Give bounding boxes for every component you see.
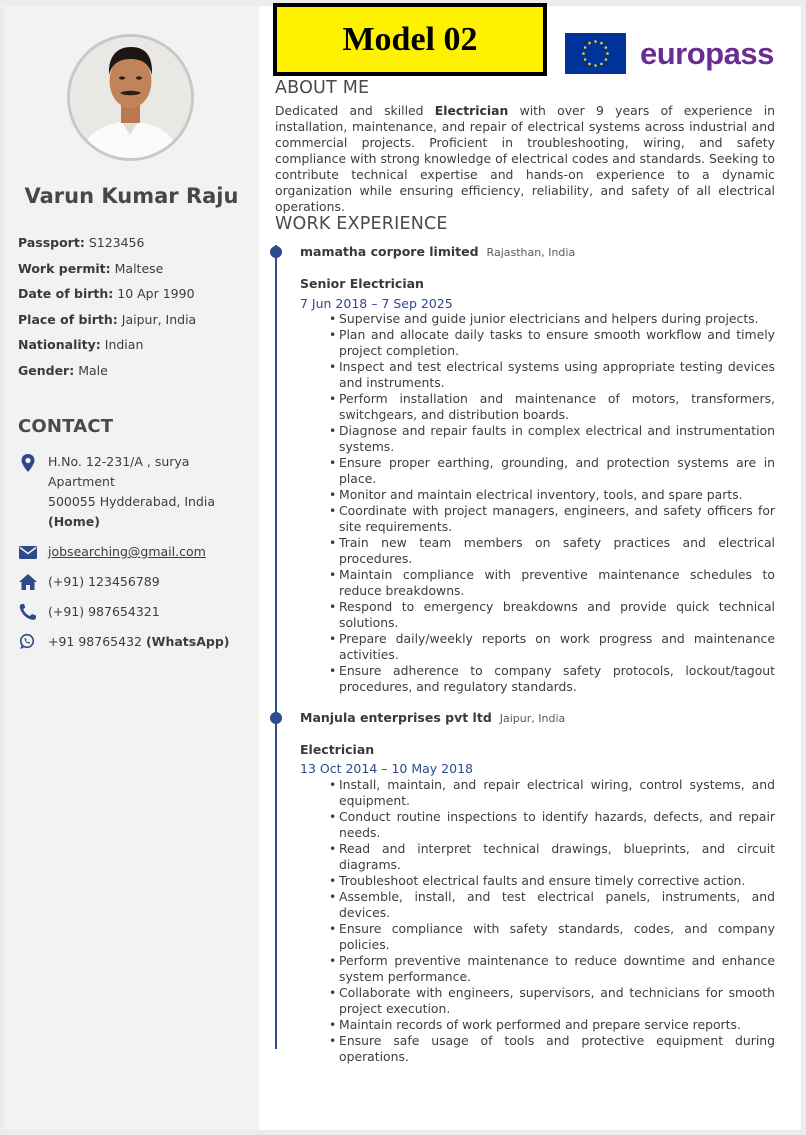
timeline-dot <box>270 246 282 258</box>
job-2-role: Electrician <box>300 742 375 757</box>
job-1-header <box>300 244 575 259</box>
model-label-box <box>273 3 547 76</box>
duty-item: • Respond to emergency breakdowns and provide quick technical solutions. <box>329 599 775 631</box>
europass-logo: europass <box>640 36 774 71</box>
duty-item: • Ensure proper earthing, grounding, and protection systems are in place. <box>329 455 775 487</box>
contact-email <box>18 542 254 562</box>
duty-item: • Maintain records of work performed and prepare service reports. <box>329 1017 775 1033</box>
job-1-company: mamatha corpore limited <box>300 244 479 259</box>
contact-address: H.No. 12-231/A , surya Apartment 500055 Hydderabad, India (Home) <box>18 452 254 532</box>
candidate-name: Varun Kumar Raju <box>24 184 239 208</box>
contact-list <box>18 452 254 652</box>
info-date-of-birth: Date of birth: 10 Apr 1990 <box>18 286 195 302</box>
duty-item: • Assemble, install, and test electrical panels, instruments, and devices. <box>329 889 775 921</box>
duty-item: • Perform preventive maintenance to reduce downtime and enhance system performance. <box>329 953 775 985</box>
map-pin-icon <box>18 453 38 471</box>
duty-item: • Monitor and maintain electrical inventory, tools, and spare parts. <box>329 487 775 503</box>
email-link[interactable]: jobsearching@gmail.com <box>48 544 206 559</box>
job-1-dates: 7 Jun 2018 – 7 Sep 2025 <box>300 296 453 311</box>
work-heading: WORK EXPERIENCE <box>275 214 448 234</box>
duty-item: • Ensure compliance with safety standards, codes, and company policies. <box>329 921 775 953</box>
duty-item: • Supervise and guide junior electricians and helpers during projects. <box>329 311 775 327</box>
contact-whatsapp: +91 98765432 (WhatsApp) <box>18 632 254 652</box>
job-1-location: Rajasthan, India <box>486 246 576 259</box>
duty-item: • Install, maintain, and repair electrical wiring, control systems, and equipment. <box>329 777 775 809</box>
profile-photo <box>67 34 194 161</box>
home-icon <box>18 573 38 591</box>
job-2-duties <box>329 777 775 1065</box>
info-gender: Gender: Male <box>18 362 108 378</box>
job-2-company: Manjula enterprises pvt ltd <box>300 710 492 725</box>
whatsapp-icon <box>18 633 38 651</box>
duty-item: • Conduct routine inspections to identify hazards, defects, and repair needs. <box>329 809 775 841</box>
duty-item: • Diagnose and repair faults in complex electrical and instrumentation systems. <box>329 423 775 455</box>
duty-item: • Perform installation and maintenance of motors, transformers, switchgears, and distribution boards. <box>329 391 775 423</box>
info-work-permit: Work permit: Maltese <box>18 260 164 276</box>
duty-item: • Maintain compliance with preventive maintenance schedules to reduce breakdowns. <box>329 567 775 599</box>
personal-info <box>18 230 196 384</box>
envelope-icon <box>18 543 38 561</box>
info-place-of-birth: Place of birth: Jaipur, India <box>18 311 197 327</box>
duty-item: • Read and interpret technical drawings, blueprints, and circuit diagrams. <box>329 841 775 873</box>
job-1-role: Senior Electrician <box>300 276 424 291</box>
duty-item: • Collaborate with engineers, supervisors, and technicians for smooth project execution. <box>329 985 775 1017</box>
timeline-line <box>275 245 277 1049</box>
job-1-duties <box>329 311 775 695</box>
contact-heading: CONTACT <box>18 416 114 437</box>
sidebar <box>4 6 259 1130</box>
eu-flag-icon <box>565 33 626 74</box>
model-label: Model 02 <box>277 7 543 72</box>
contact-home-phone: (+91) 123456789 <box>18 572 254 592</box>
duty-item: • Ensure adherence to company safety protocols, lockout/tagout procedures, and regulatory standards. <box>329 663 775 695</box>
job-2-header <box>300 710 565 725</box>
duty-item: • Ensure safe usage of tools and protective equipment during operations. <box>329 1033 775 1065</box>
job-2-dates: 13 Oct 2014 – 10 May 2018 <box>300 761 473 776</box>
info-passport: Passport: S123456 <box>18 235 145 250</box>
duty-item: • Inspect and test electrical systems using appropriate testing devices and instruments. <box>329 359 775 391</box>
info-nationality: Nationality: Indian <box>18 337 144 353</box>
duty-item: • Troubleshoot electrical faults and ensure timely corrective action. <box>329 873 775 889</box>
timeline-dot <box>270 712 282 724</box>
duty-item: • Train new team members on safety practices and electrical procedures. <box>329 535 775 567</box>
duty-item: • Plan and allocate daily tasks to ensure smooth workflow and timely project completion. <box>329 327 775 359</box>
cv-page <box>4 6 801 1130</box>
contact-mobile-phone: (+91) 987654321 <box>18 602 254 622</box>
duty-item: • Prepare daily/weekly reports on work progress and maintenance activities. <box>329 631 775 663</box>
phone-icon <box>18 603 38 621</box>
about-text: Dedicated and skilled Electrician with over 9 years of experience in installation, maintenance, and repair of electrical systems across industrial and commercial projects. Proficient in troubleshooting, wiring, and safety compliance with strong knowledge of electrical codes and standards. Seeking to contribute technical expertise and hands-on experience to a dynamic organization while ensuring efficiency, reliability, and safety of all electrical operations. <box>275 103 775 214</box>
duty-item: • Coordinate with project managers, engineers, and safety officers for site requirements. <box>329 503 775 535</box>
job-2-location: Jaipur, India <box>499 712 566 725</box>
about-heading: ABOUT ME <box>275 78 370 98</box>
